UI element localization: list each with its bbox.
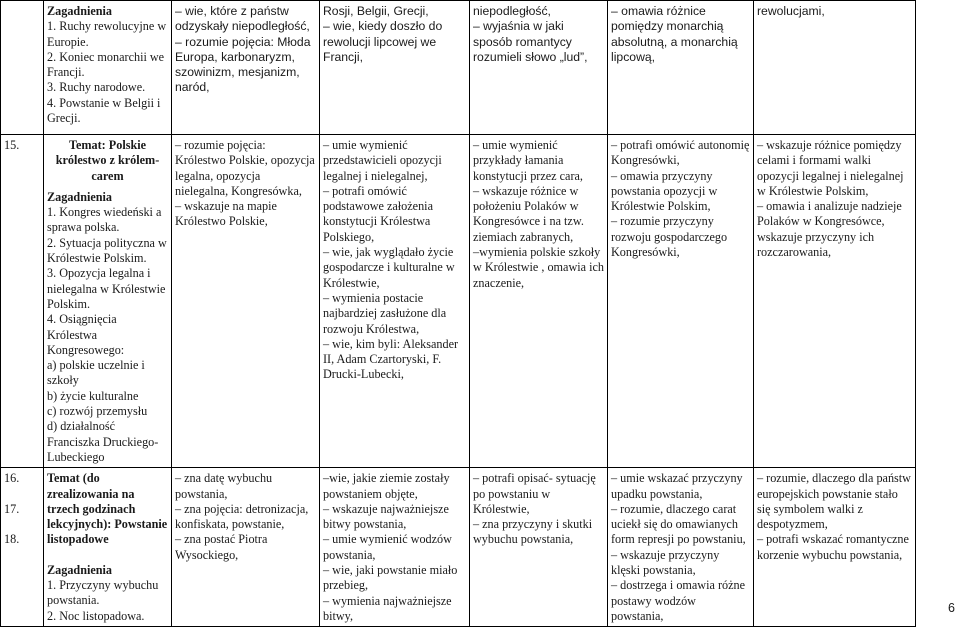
topic-title: królestwo z królem- [55, 153, 160, 168]
list-item: – wie, kim byli: Aleksander II, Adam Czartoryski, F. Drucki-Lubecki, [323, 336, 459, 382]
list-item: Rosji, Belgii, Grecji, [323, 4, 429, 18]
list-item: d) działalność Franciszka Druckiego-Lubeckiego [47, 419, 159, 464]
topic-cell [44, 135, 172, 468]
topic-title: listopadowe [47, 532, 109, 547]
requirements-cell [172, 468, 320, 627]
list-item: – potrafi opisać- sytuację po powstaniu w Królestwie, [473, 471, 596, 516]
requirements-cell [470, 468, 608, 627]
list-item: – wie, kiedy doszło do rewolucji lipcowej we Francji, [323, 19, 443, 64]
list-item: – zna przyczyny i skutki wybuchu powstania, [473, 517, 593, 547]
requirements-cell [172, 135, 320, 468]
requirements-cell [320, 135, 470, 468]
list-item: – umie wymienić wodzów powstania, [323, 532, 452, 562]
list-item: b) życie kulturalne [47, 388, 139, 403]
list-item: – omawia różnice pomiędzy monarchią absolutną, a monarchią lipcową, [611, 4, 738, 64]
requirements-cell [754, 135, 916, 468]
list-item: – zna postać Piotra Wysockiego, [175, 532, 268, 562]
list-item: – rozumie, dlaczego dla państw europejskich powstanie stało się symbolem walki z despotyzmem, [757, 471, 911, 532]
list-item: – wskazuje przyczyny klęski powstania, [611, 547, 720, 578]
list-item: 1. Przyczyny wybuchu powstania. [47, 578, 159, 608]
lesson-number: 15. [4, 138, 20, 152]
list-item: – wie, jak wyglądało życie gospodarcze i kulturalne w Królestwie, [323, 245, 455, 290]
lesson-number: 17. [4, 501, 20, 516]
list-item: c) rozwój przemysłu [47, 404, 148, 419]
list-item: –wie, jakie ziemie zostały powstaniem objęte, [323, 471, 450, 501]
list-item: – dostrzega i omawia różne postawy wodzów powstania, [611, 578, 746, 623]
section-heading: Zagadnienia [47, 4, 113, 18]
requirements-cell [172, 1, 320, 135]
list-item: – potrafi wskazać romantyczne korzenie wybuchu powstania, [757, 532, 909, 562]
list-item: – wie, które z państw odzyskały niepodległość, [175, 4, 310, 34]
list-item: – potrafi omówić podstawowe założenia konstytucji Królestwa Polskiego, [323, 183, 433, 244]
topic-title: zrealizowania na [47, 486, 135, 501]
list-item: – omawia i analizuje nadzieje Polaków w Kongresówce, wskazuje przyczyny ich rozczarowania, [757, 199, 902, 260]
table-row [1, 135, 916, 468]
requirements-cell [608, 1, 754, 135]
list-item: – potrafi omówić autonomię Kongresówki, [611, 138, 750, 168]
list-item: 2. Koniec monarchii we Francji. [47, 49, 165, 80]
page-number: 6 [948, 601, 955, 615]
list-item: rewolucjami, [757, 4, 825, 18]
list-item: niepodległość, [473, 4, 551, 18]
requirements-cell [320, 468, 470, 627]
list-item: 2. Sytuacja polityczna w Królestwie Polskim. [47, 235, 167, 266]
requirements-cell [754, 468, 916, 627]
list-item: – wymienia najważniejsze bitwy, [323, 593, 452, 623]
list-item: – rozumie pojęcia: Młoda Europa, karbonaryzm, szowinizm, mesjanizm, naród, [175, 34, 311, 95]
requirements-cell [470, 135, 608, 468]
lesson-number: 18. [4, 531, 20, 546]
list-item: 2. Noc listopadowa. [47, 608, 145, 623]
list-item: – wyjaśnia w jaki sposób romantycy rozumieli słowo „lud”, [473, 19, 588, 64]
list-item: 4. Powstanie w Belgii i Grecji. [47, 95, 161, 126]
list-item: 3. Ruchy narodowe. [47, 80, 146, 95]
table-row [1, 468, 916, 627]
list-item: – wskazuje na mapie Królestwo Polskie, [175, 199, 277, 229]
lesson-number: 16. [4, 471, 20, 486]
table-row [1, 1, 916, 135]
section-heading: Zagadnienia [47, 562, 113, 577]
list-item: – wskazuje najważniejsze bitwy powstania, [323, 501, 449, 532]
topic-title: carem [91, 168, 124, 183]
topic-title: trzech godzinach [47, 501, 136, 516]
topic-cell [44, 1, 172, 135]
list-item: – wskazuje różnice w położeniu Polaków w Kongresówce i na tzw. ziemiach zabranych, [473, 183, 584, 244]
lesson-number-cell [1, 135, 44, 468]
list-item: – umie wskazać przyczyny upadku powstania, [611, 471, 743, 501]
topic-title: Temat (do [47, 471, 100, 486]
requirements-cell [754, 1, 916, 135]
list-item: 1. Kongres wiedeński a sprawa polska. [47, 205, 162, 235]
requirements-cell [608, 468, 754, 627]
topic-title: lekcyjnych): Powstanie [47, 517, 168, 532]
topic-title: Temat: Polskie [68, 138, 147, 152]
list-item: – umie wymienić przedstawicieli opozycji legalnej i nielegalnej, [323, 138, 442, 183]
list-item: – rozumie pojęcia: Królestwo Polskie, opozycja legalna, opozycja nielegalna, Kongresówka, [175, 138, 315, 198]
list-item: 4. Osiągnięcia Królestwa Kongresowego: [47, 312, 125, 357]
list-item: – zna datę wybuchu powstania, [175, 471, 273, 501]
section-heading: Zagadnienia [47, 189, 113, 204]
list-item: –wymienia polskie szkoły w Królestwie , omawia ich znaczenie, [473, 245, 604, 290]
list-item: – wymienia postacie najbardziej zasłużone dla rozwoju Królestwa, [323, 290, 447, 336]
list-item: – rozumie, dlaczego carat uciekł się do omawianych form represji po powstaniu, [611, 501, 746, 547]
requirements-cell [470, 1, 608, 135]
requirements-cell [608, 135, 754, 468]
list-item: – zna pojęcia: detronizacja, konfiskata, powstanie, [175, 501, 309, 532]
list-item: – wie, jaki powstanie miało przebieg, [323, 563, 458, 593]
topic-cell [44, 468, 172, 627]
lesson-number-cell [1, 1, 44, 135]
list-item: – omawia przyczyny powstania opozycji w Królestwie Polskim, [611, 168, 718, 214]
list-item: 3. Opozycja legalna i nielegalna w Królestwie Polskim. [47, 266, 166, 311]
requirements-cell [320, 1, 470, 135]
lesson-number-cell [1, 468, 44, 627]
list-item: a) polskie uczelnie i szkoły [47, 358, 145, 388]
list-item: – rozumie przyczyny rozwoju gospodarczego Kongresówki, [611, 214, 728, 260]
list-item: – umie wymienić przykłady łamania konstytucji przez cara, [473, 138, 583, 183]
list-item: – wskazuje różnice pomiędzy celami i formami walki opozycji legalnej i nielegalnej w Królestwie Polskim, [757, 138, 904, 198]
list-item: 1. Ruchy rewolucyjne w Europie. [47, 19, 167, 49]
